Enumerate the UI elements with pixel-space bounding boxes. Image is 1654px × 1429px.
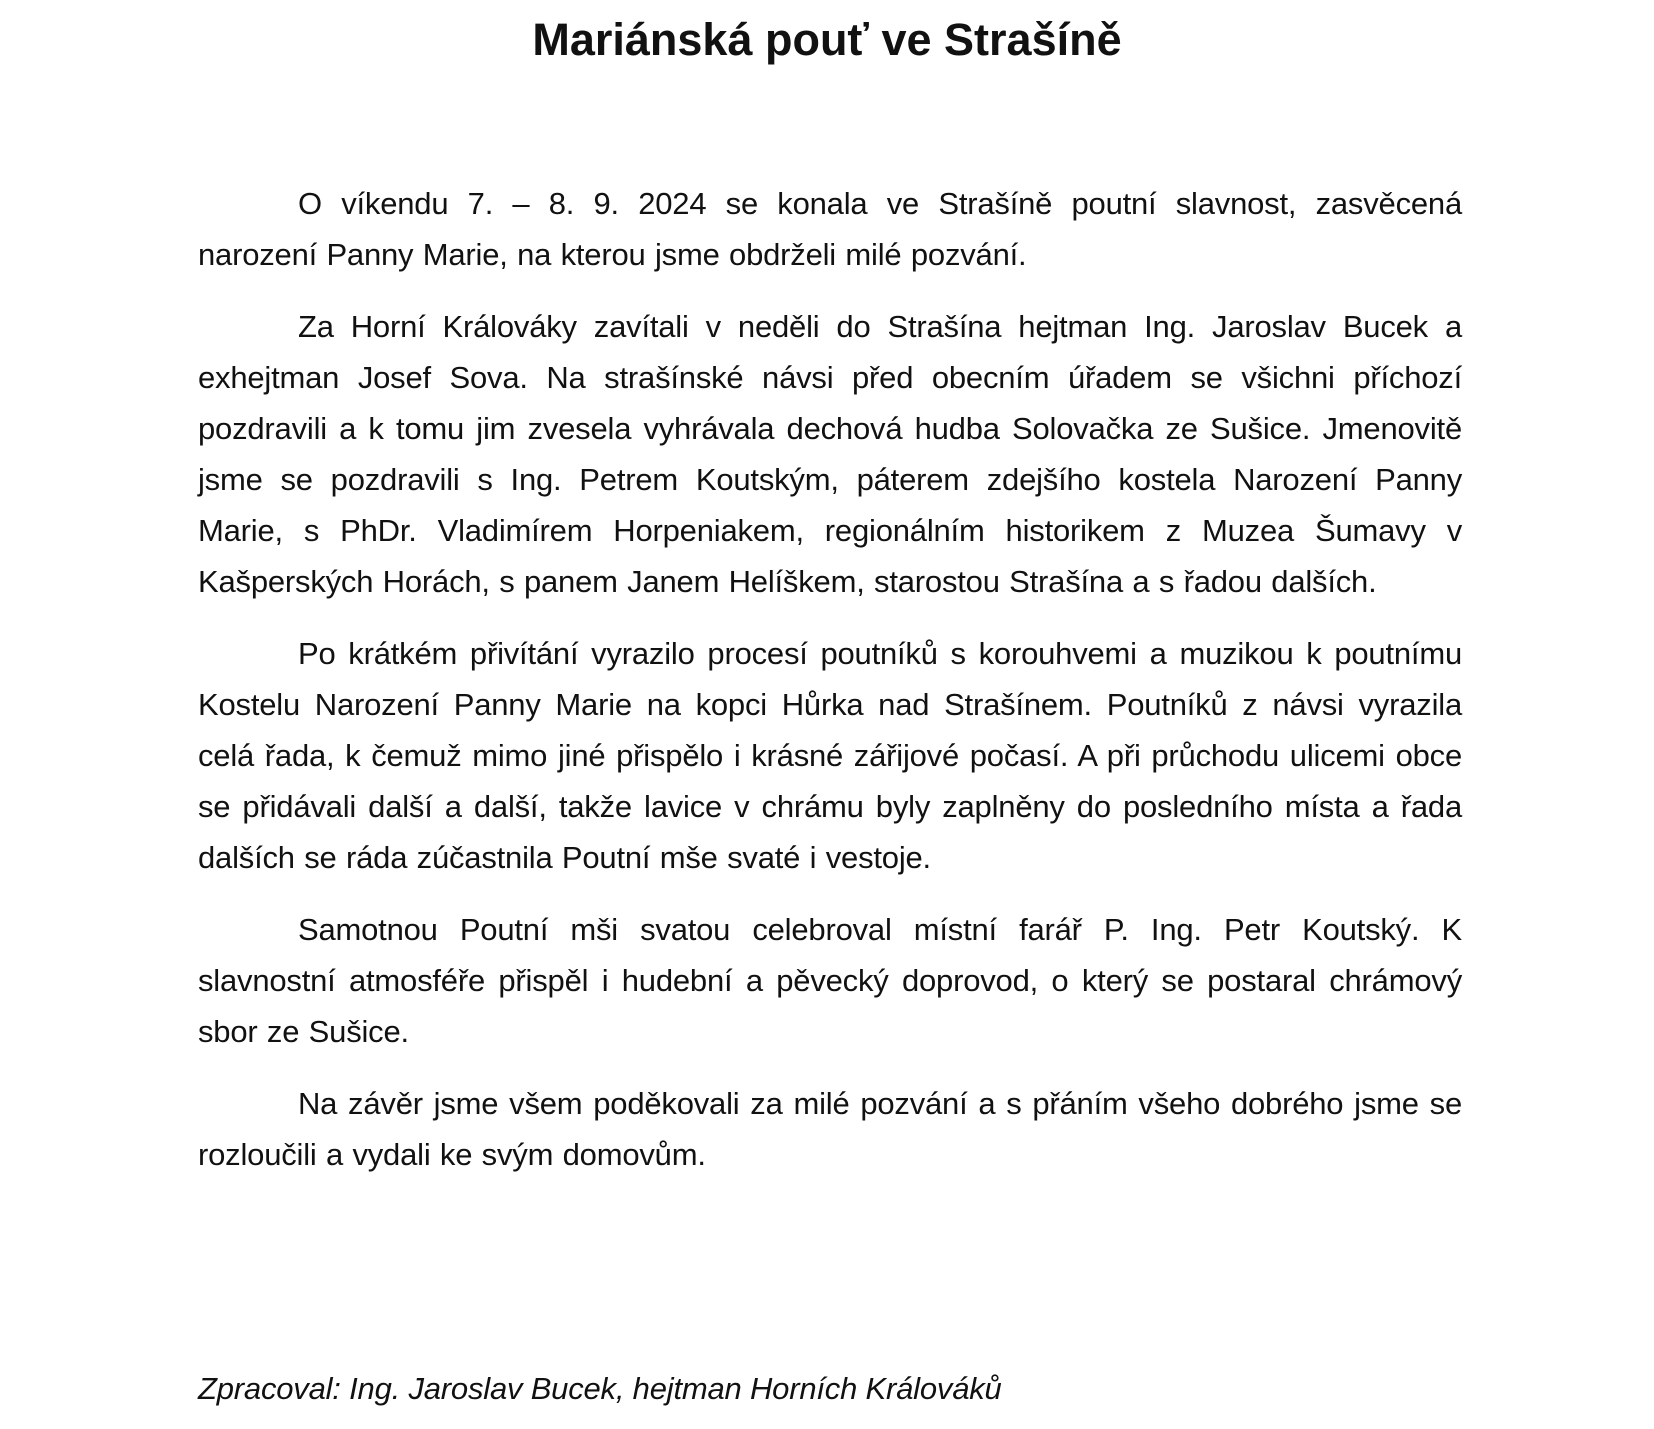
paragraph-closing: Na závěr jsme všem poděkovali za milé pozvání a s přáním všeho dobrého jsme se rozloučili a vydali ke svým domovům. — [198, 1086, 1462, 1172]
paragraph-intro: O víkendu 7. – 8. 9. 2024 se konala ve Strašíně poutní slavnost, zasvěcená narození Panny Marie, na kterou jsme obdrželi milé pozvání. — [198, 186, 1462, 272]
document-title: Mariánská pouť ve Strašíně — [532, 14, 1122, 65]
paragraph-mass: Samotnou Poutní mši svatou celebroval místní farář P. Ing. Petr Koutský. K slavnostní atmosféře přispěl i hudební a pěvecký doprovod, o který se postaral chrámový sbor ze Sušice. — [198, 912, 1462, 1049]
paragraph-procession: Po krátkém přivítání vyrazilo procesí poutníků s korouhvemi a muzikou k poutnímu Kostelu Narození Panny Marie na kopci Hůrka nad Strašínem. Poutníků z návsi vyrazila celá řada, k čemuž mimo jiné přispělo i krásné zářijové počasí. A při průchodu ulicemi obce se přidávali další a další, takže lavice v chrámu byly zaplněny do posledního místa a řada dalších se ráda zúčastnila Poutní mše svaté i vestoje. — [198, 636, 1462, 875]
paragraph-greetings: Za Horní Králováky zavítali v neděli do Strašína hejtman Ing. Jaroslav Bucek a exhejtman Josef Sova. Na strašínské návsi před obecním úřadem se všichni příchozí pozdravili a k tomu jim zvesela vyhrávala dechová hudba Solovačka ze Sušice. Jmenovitě jsme se pozdravili s Ing. Petrem Koutským, páterem zdejšího kostela Narození Panny Marie, s PhDr. Vladimírem Horpeniakem, regionálním historikem z Muzea Šumavy v Kašperských Horách, s panem Janem Helíškem, starostou Strašína a s řadou dalších. — [198, 309, 1462, 599]
author-signature: Zpracoval: Ing. Jaroslav Bucek, hejtman Horních Králováků — [198, 1371, 1002, 1406]
article-body — [198, 178, 1462, 1201]
